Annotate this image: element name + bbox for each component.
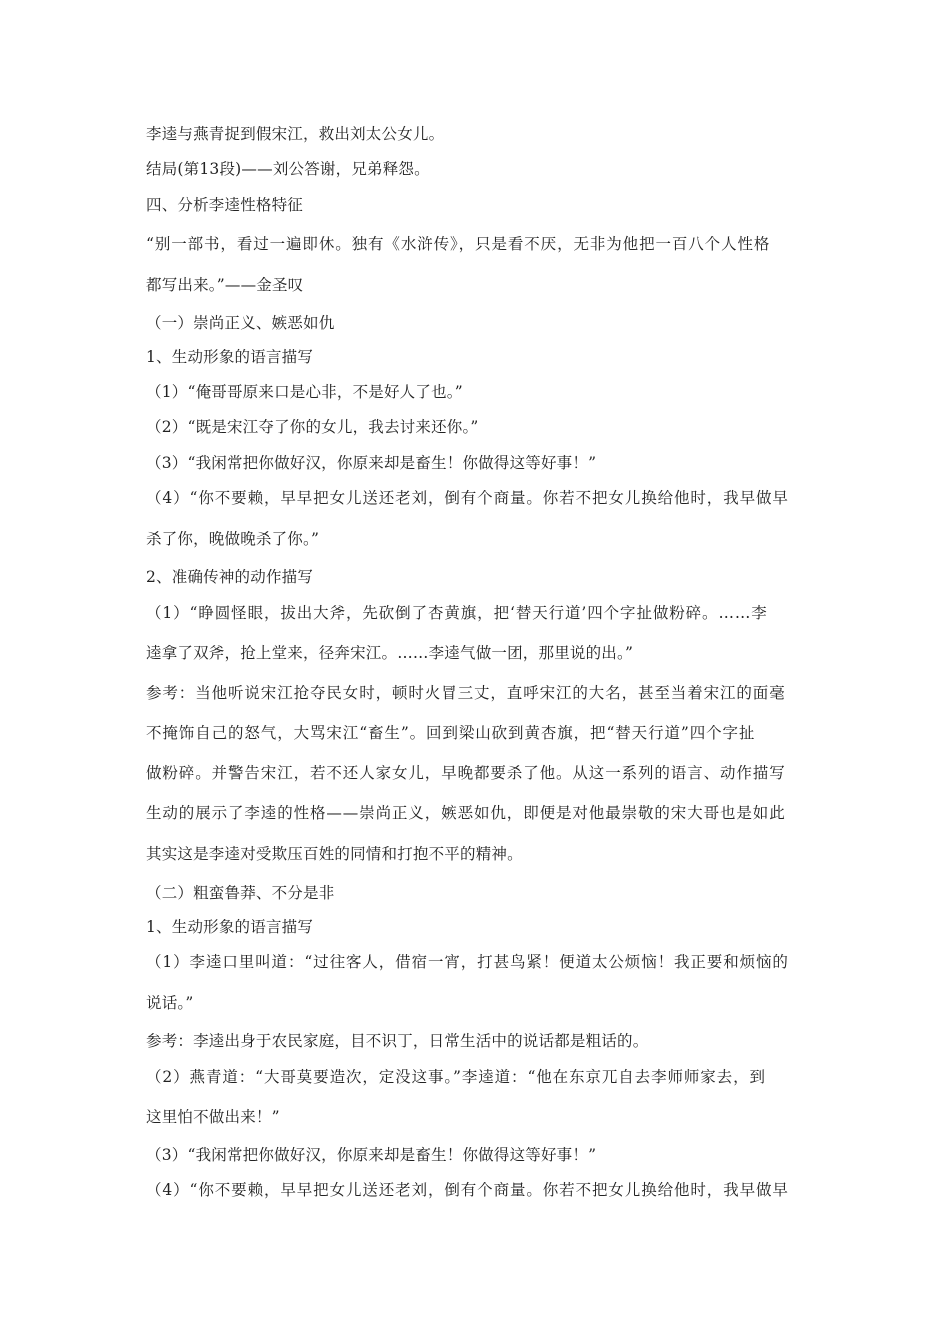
text-line: 2、准确传神的动作描写 xyxy=(146,568,314,586)
text-line: 生动的展示了李逵的性格——崇尚正义，嫉恶如仇，即便是对他最崇敬的宋大哥也是如此 xyxy=(146,804,786,822)
text-line: 参考：李逵出身于农民家庭，目不识丁，日常生活中的说话都是粗话的。 xyxy=(146,1032,649,1050)
text-line: 李逵与燕青捉到假宋江，救出刘太公女儿。 xyxy=(146,125,445,143)
text-line: 不掩饰自己的怒气，大骂宋江“畜生”。回到梁山砍到黄杏旗，把“替天行道”四个字扯 xyxy=(146,724,756,742)
text-line: （3）“我闲常把你做好汉，你原来却是畜生！你做得这等好事！” xyxy=(146,1146,597,1164)
text-line: 其实这是李逵对受欺压百姓的同情和打抱不平的精神。 xyxy=(146,845,523,863)
text-line: 逵拿了双斧，抢上堂来，径奔宋江。……李逵气做一团，那里说的出。” xyxy=(146,644,634,662)
text-line: （4）“你不要赖，早早把女儿送还老刘，倒有个商量。你若不把女儿换给他时，我早做早 xyxy=(146,489,789,507)
text-line: （1）“睁圆怪眼，拔出大斧，先砍倒了杏黄旗，把‘替天行道’四个字扯做粉碎。……李 xyxy=(146,604,768,622)
text-line: 1、生动形象的语言描写 xyxy=(146,348,314,366)
text-line: 杀了你，晚做晚杀了你。” xyxy=(146,530,320,548)
text-line: （2）“既是宋江夺了你的女儿，我去讨来还你。” xyxy=(146,418,479,436)
text-line: 说话。” xyxy=(146,994,194,1012)
text-line: 结局(第13段)——刘公答谢，兄弟释怨。 xyxy=(146,160,430,178)
text-line: （1）“俺哥哥原来口是心非，不是好人了也。” xyxy=(146,383,463,401)
text-line: 1、生动形象的语言描写 xyxy=(146,918,314,936)
text-line: 都写出来。”——金圣叹 xyxy=(146,276,304,294)
text-line: （4）“你不要赖，早早把女儿送还老刘，倒有个商量。你若不把女儿换给他时，我早做早 xyxy=(146,1181,789,1199)
text-line: “别一部书，看过一遍即休。独有《水浒传》，只是看不厌，无非为他把一百八个人性格 xyxy=(146,235,771,253)
text-line: （2）燕青道：“大哥莫要造次，定没这事。”李逵道：“他在东京兀自去李师师家去，到 xyxy=(146,1068,766,1086)
text-line: （1）李逵口里叫道：“过往客人，借宿一宵，打甚鸟紧！便道太公烦恼！我正要和烦恼的 xyxy=(146,953,789,971)
text-line: 这里怕不做出来！” xyxy=(146,1108,280,1126)
section-heading: 四、分析李逵性格特征 xyxy=(146,196,304,214)
subsection-heading: （一）崇尚正义、嫉恶如仇 xyxy=(146,314,335,332)
subsection-heading: （二）粗蛮鲁莽、不分是非 xyxy=(146,884,335,902)
text-line: 做粉碎。并警告宋江，若不还人家女儿，早晚都要杀了他。从这一系列的语言、动作描写 xyxy=(146,764,786,782)
text-line: （3）“我闲常把你做好汉，你原来却是畜生！你做得这等好事！” xyxy=(146,454,597,472)
text-line: 参考：当他听说宋江抢夺民女时，顿时火冒三丈，直呼宋江的大名，甚至当着宋江的面毫 xyxy=(146,684,786,702)
